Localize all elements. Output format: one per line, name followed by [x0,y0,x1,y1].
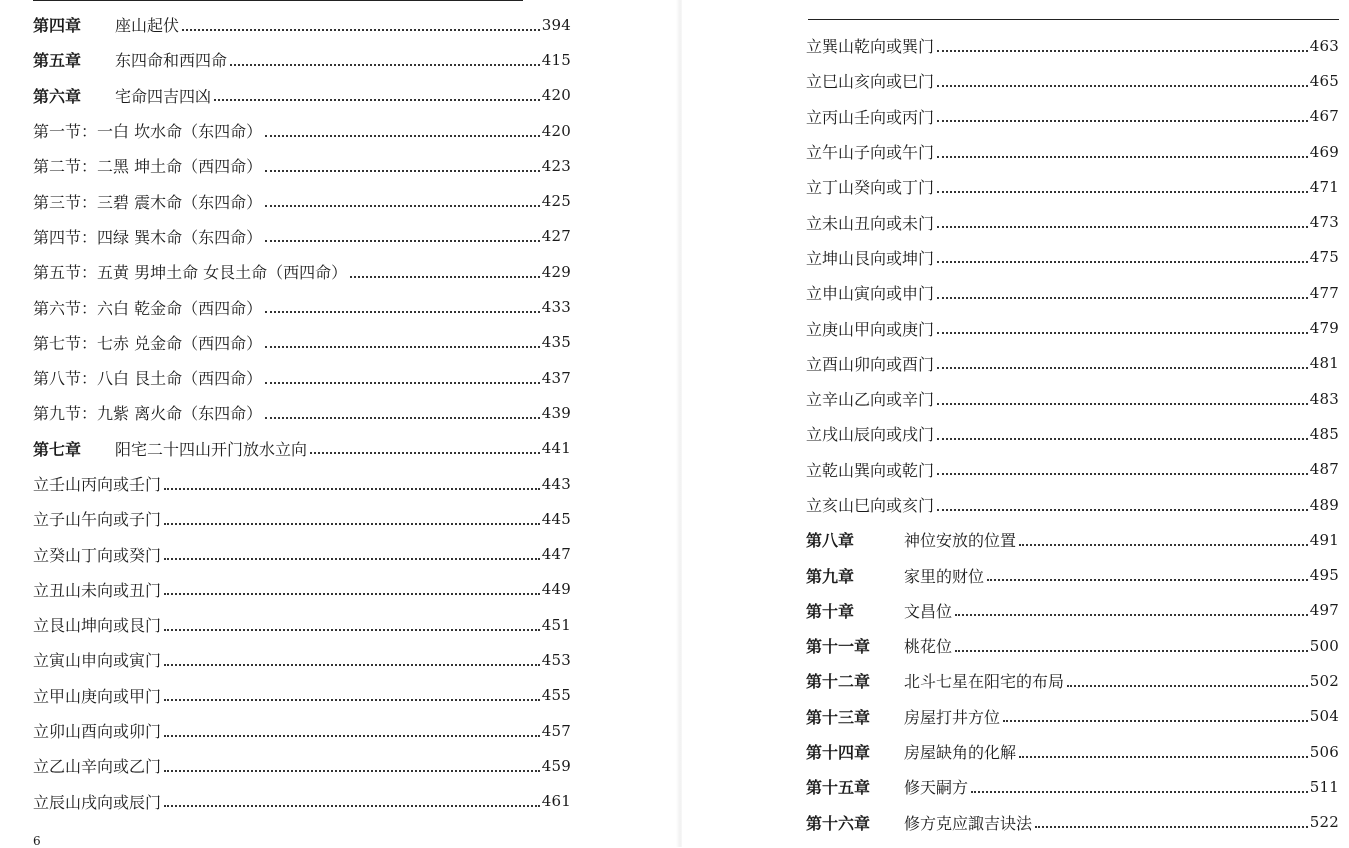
dot-leader [164,735,540,737]
entry-page-number: 435 [541,333,571,352]
entry-title: 家里的财位 [904,566,985,586]
entry-page-number: 439 [541,403,571,422]
entry-title: 立亥山巳向或亥门 [806,496,935,515]
entry-title: 立丁山癸向或丁门 [806,178,935,198]
entry-page-number: 447 [541,545,571,564]
dot-leader [164,558,540,560]
entry-title: 立艮山坤向或艮门 [33,616,162,636]
top-rule [33,0,523,1]
dot-leader [182,29,540,31]
toc-entry [33,395,571,430]
toc-entry [33,642,571,677]
dot-leader [937,120,1308,122]
chapter-label: 第十四章 [806,743,871,763]
entry-page-number: 453 [541,650,571,669]
right-page [682,0,1349,847]
entry-title: 第三节：三碧 震木命（东四命） [33,192,263,212]
chapter-label: 第四章 [33,16,82,36]
dot-leader [214,99,540,101]
dot-leader [164,523,540,525]
dot-leader [937,403,1308,405]
chapter-label: 第十三章 [806,707,871,727]
dot-leader [164,593,540,595]
toc-entry [806,734,1339,769]
entry-page-number: 463 [1309,36,1339,55]
entry-page-number: 485 [1309,424,1339,443]
entry-title: 立申山寅向或申门 [806,284,935,304]
top-rule [808,19,1339,20]
dot-leader [937,438,1308,440]
dot-leader [265,135,540,137]
entry-title: 立壬山丙向或壬门 [33,475,162,494]
toc-entry [806,63,1339,98]
dot-leader [937,50,1308,52]
toc-entry [806,663,1339,698]
toc-entry [806,275,1339,310]
toc-entry [33,713,571,748]
dot-leader [1067,685,1308,687]
toc-entry [806,522,1339,557]
toc-entry [806,134,1339,169]
entry-page-number: 477 [1309,283,1339,302]
entry-title: 立乙山辛向或乙门 [33,757,162,777]
entry-page-number: 423 [541,156,571,175]
toc-entry [806,699,1339,734]
dot-leader [164,805,540,807]
entry-title: 立坤山艮向或坤门 [806,248,935,268]
toc-entry [806,452,1339,487]
toc-entry [33,219,571,254]
toc-entry [33,748,571,783]
toc-entry [33,325,571,360]
entry-page-number: 459 [541,756,571,775]
entry-page-number: 487 [1309,460,1339,479]
entry-title: 立午山子向或午门 [806,143,935,163]
entry-title: 立辛山乙向或辛门 [806,390,935,410]
entry-page-number: 469 [1309,142,1339,161]
entry-page-number: 483 [1309,389,1339,408]
entry-page-number: 502 [1309,671,1339,690]
dot-leader [955,650,1308,652]
dot-leader [937,156,1308,158]
dot-leader [265,346,540,348]
entry-page-number: 451 [541,615,571,634]
toc-entry [806,28,1339,63]
dot-leader [937,85,1308,87]
entry-page-number: 443 [541,474,571,493]
entry-page-number: 465 [1309,71,1339,90]
toc-entry [806,204,1339,239]
entry-page-number: 522 [1309,813,1339,832]
toc-entry [33,536,571,571]
toc-entry [806,593,1339,628]
entry-page-number: 437 [541,368,571,387]
toc-entry [806,769,1339,804]
entry-title: 神位安放的位置 [904,531,1017,551]
dot-leader [164,664,540,666]
entry-title: 立酉山卯向或酉门 [806,354,935,374]
entry-page-number: 506 [1309,742,1339,761]
entry-title: 立丑山未向或丑门 [33,580,162,600]
toc-entry [33,183,571,218]
dot-leader [937,509,1308,511]
toc-entry [806,487,1339,522]
dot-leader [937,332,1308,334]
entry-page-number: 429 [541,262,571,281]
entry-page-number: 420 [541,121,571,140]
dot-leader [230,64,540,66]
dot-leader [1035,826,1308,828]
entry-title: 第六节：六白 乾金命（西四命） [33,298,263,318]
toc-entry [33,607,571,642]
toc-entry [33,431,571,466]
toc-entry [33,678,571,713]
dot-leader [265,311,540,313]
entry-title: 立庚山甲向或庚门 [806,319,935,339]
entry-page-number: 489 [1309,495,1339,514]
entry-title: 桃花位 [904,637,953,657]
toc-entry [806,310,1339,345]
toc-entry [33,466,571,501]
dot-leader [987,579,1308,581]
entry-title: 第五节：五黄 男坤土命 女艮土命（西四命） [33,263,348,283]
toc-entry [806,381,1339,416]
toc-entry [806,99,1339,134]
entry-title: 阳宅二十四山开门放水立向 [115,439,308,459]
toc-entry [33,42,571,77]
entry-title: 房屋缺角的化解 [904,743,1017,763]
entry-title: 立戌山辰向或戌门 [806,425,935,445]
entry-title: 宅命四吉四凶 [115,86,212,106]
entry-page-number: 427 [541,227,571,246]
chapter-label: 第八章 [806,531,855,551]
entry-page-number: 449 [541,580,571,599]
entry-page-number: 467 [1309,107,1339,126]
toc-entry [806,346,1339,381]
entry-title: 立乾山巽向或乾门 [806,460,935,480]
chapter-label: 第十章 [806,601,855,621]
dot-leader [937,367,1308,369]
chapter-label: 第九章 [806,566,855,586]
toc-entry [33,784,571,819]
toc-entry [806,416,1339,451]
entry-page-number: 455 [541,686,571,705]
toc-entry [33,7,571,42]
entry-title: 第一节：一白 坎水命（东四命） [33,122,263,142]
entry-page-number: 394 [541,15,571,34]
entry-page-number: 457 [541,721,571,740]
chapter-label: 第七章 [33,439,82,459]
entry-title: 立癸山丁向或癸门 [33,545,162,565]
dot-leader [265,417,540,419]
dot-leader [937,191,1308,193]
entry-title: 座山起伏 [115,16,180,36]
toc-entry [806,628,1339,663]
dot-leader [971,791,1308,793]
chapter-label: 第十二章 [806,672,871,692]
entry-page-number: 415 [541,50,571,69]
dot-leader [937,473,1308,475]
entry-title: 文昌位 [904,601,953,621]
entry-page-number: 425 [541,192,571,211]
entry-title: 修天嗣方 [904,778,969,798]
toc-list-left [33,7,571,819]
dot-leader [164,488,540,490]
toc-entry [33,572,571,607]
dot-leader [164,770,540,772]
chapter-label: 第五章 [33,51,82,71]
entry-title: 北斗七星在阳宅的布局 [904,672,1065,692]
entry-title: 第四节：四绿 巽木命（东四命） [33,227,263,247]
dot-leader [937,261,1308,263]
entry-title: 立甲山庚向或甲门 [33,686,162,706]
dot-leader [164,629,540,631]
entry-title: 第九节：九紫 离火命（东四命） [33,404,263,424]
entry-title: 房屋打井方位 [904,707,1001,727]
dot-leader [265,170,540,172]
entry-page-number: 471 [1309,177,1339,196]
toc-list-right [806,28,1339,840]
dot-leader [265,205,540,207]
dot-leader [937,297,1308,299]
dot-leader [1019,544,1308,546]
toc-entry [33,78,571,113]
entry-page-number: 445 [541,509,571,528]
chapter-label: 第六章 [33,86,82,106]
entry-page-number: 441 [541,439,571,458]
entry-page-number: 461 [541,792,571,811]
entry-title: 立巳山亥向或巳门 [806,72,935,92]
entry-title: 东四命和西四命 [115,51,228,71]
toc-entry [806,557,1339,592]
entry-page-number: 420 [541,86,571,105]
dot-leader [310,452,540,454]
entry-page-number: 495 [1309,566,1339,585]
entry-page-number: 511 [1309,777,1339,796]
entry-page-number: 433 [541,298,571,317]
entry-title: 第七节：七赤 兑金命（西四命） [33,333,263,353]
toc-entry [33,289,571,324]
entry-title: 立卯山酉向或卯门 [33,722,162,742]
entry-page-number: 479 [1309,319,1339,338]
toc-entry [33,148,571,183]
entry-title: 修方克应諏吉诀法 [904,813,1033,833]
entry-title: 立辰山戌向或辰门 [33,792,162,812]
dot-leader [1003,720,1308,722]
toc-entry [33,501,571,536]
toc-entry [806,805,1339,840]
entry-page-number: 481 [1309,354,1339,373]
entry-title: 立寅山申向或寅门 [33,651,162,671]
page-number: 6 [33,834,41,848]
entry-title: 立子山午向或子门 [33,510,162,530]
dot-leader [1019,756,1308,758]
chapter-label: 第十五章 [806,778,871,798]
toc-entry [33,113,571,148]
chapter-label: 第十一章 [806,637,871,657]
entry-page-number: 504 [1309,707,1339,726]
entry-page-number: 475 [1309,248,1339,267]
dot-leader [350,276,540,278]
entry-page-number: 500 [1309,636,1339,655]
dot-leader [955,614,1308,616]
dot-leader [937,226,1308,228]
entry-page-number: 473 [1309,213,1339,232]
entry-page-number: 491 [1309,530,1339,549]
entry-title: 立未山丑向或未门 [806,213,935,233]
entry-title: 立巽山乾向或巽门 [806,37,935,57]
dot-leader [265,382,540,384]
entry-title: 立丙山壬向或丙门 [806,107,935,127]
toc-entry [806,169,1339,204]
entry-title: 第八节：八白 艮土命（西四命） [33,369,263,389]
chapter-label: 第十六章 [806,813,871,833]
toc-entry [33,254,571,289]
toc-entry [806,240,1339,275]
dot-leader [164,699,540,701]
entry-title: 第二节：二黑 坤土命（西四命） [33,157,263,177]
entry-page-number: 497 [1309,601,1339,620]
dot-leader [265,240,540,242]
toc-entry [33,360,571,395]
